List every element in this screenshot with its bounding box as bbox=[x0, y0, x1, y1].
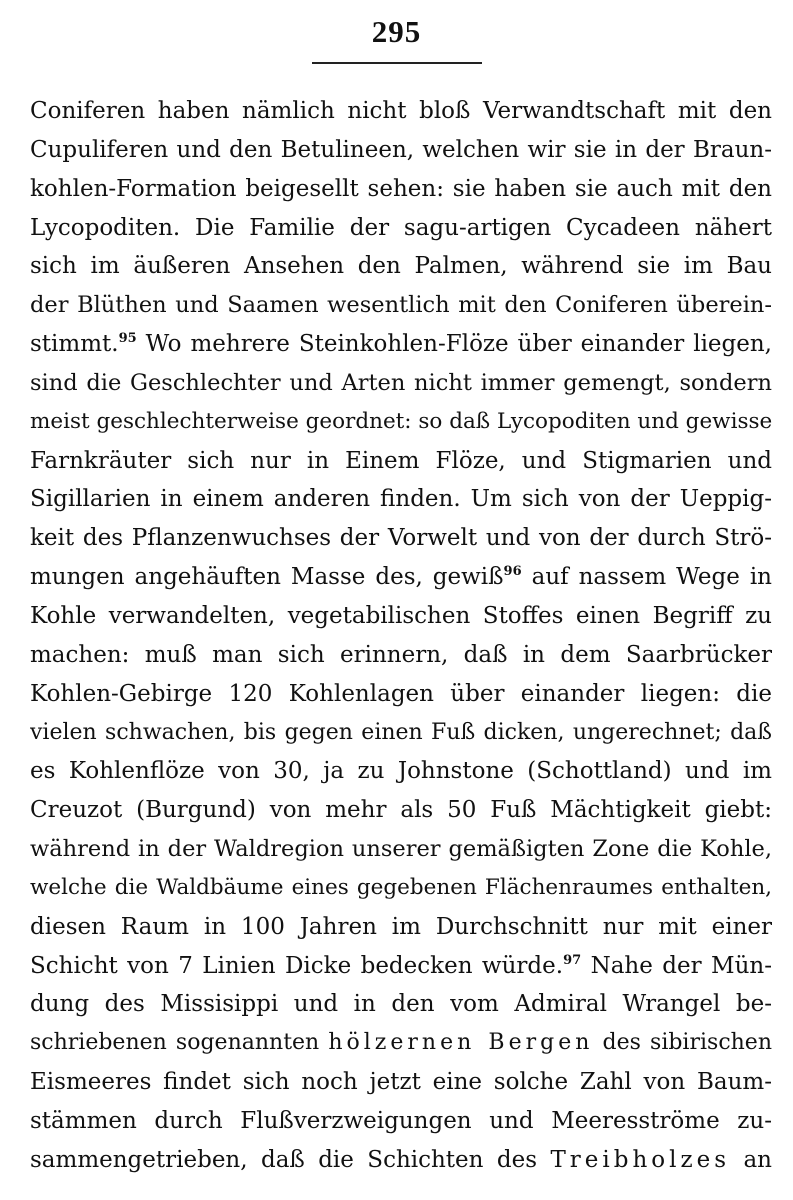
text-segment: während in der Waldregion unserer gemäßigten Zone die Kohle, bbox=[30, 836, 772, 863]
text-line bbox=[30, 636, 772, 675]
text-segment: Wo mehrere Steinkohlen-Flöze über einander liegen, bbox=[136, 331, 772, 358]
text-line bbox=[30, 752, 772, 791]
text-segment: Cupuliferen und den Betulineen, welchen wir sie in der Braun- bbox=[30, 136, 772, 163]
text-line bbox=[30, 480, 772, 519]
text-line bbox=[30, 325, 772, 364]
text-line bbox=[30, 791, 772, 830]
text-segment: stimmt. bbox=[30, 331, 119, 358]
text-segment: machen: muß man sich erinnern, daß in dem Saarbrücker bbox=[30, 641, 772, 668]
text-segment: Lycopoditen. Die Familie der sagu-artigen Cycadeen nähert bbox=[30, 214, 772, 241]
text-segment: keit des Pflanzenwuchses der Vorwelt und von der durch Strö- bbox=[30, 525, 772, 552]
text-segment: kohlen-Formation beigesellt sehen: sie haben sie auch mit den bbox=[30, 175, 772, 202]
text-segment: schriebenen sogenannten bbox=[30, 1030, 329, 1056]
text-line bbox=[30, 364, 772, 403]
text-segment: es Kohlenflöze von 30, ja zu Johnstone (Schottland) und im bbox=[30, 758, 772, 785]
text-segment: stämmen durch Flußverzweigungen und Meeresströme zu- bbox=[30, 1107, 772, 1134]
text-line bbox=[30, 131, 772, 170]
footnote-marker: 95 bbox=[118, 331, 137, 347]
text-line bbox=[30, 714, 772, 753]
text-segment: Kohle verwandelten, vegetabilischen Stoffes einen Begriff zu bbox=[30, 602, 772, 629]
text-line bbox=[30, 519, 772, 558]
emphasized-text: Treibholzes bbox=[550, 1146, 731, 1173]
text-segment: Nahe der Mün- bbox=[581, 952, 772, 979]
header-rule bbox=[312, 62, 482, 64]
text-line bbox=[30, 597, 772, 636]
text-line bbox=[30, 1063, 772, 1102]
text-segment: Creuzot (Burgund) von mehr als 50 Fuß Mächtigkeit giebt: bbox=[30, 797, 772, 824]
text-line bbox=[30, 170, 772, 209]
body-text bbox=[30, 92, 772, 1180]
text-segment: der Blüthen und Saamen wesentlich mit den Coniferen überein- bbox=[30, 292, 772, 319]
text-line bbox=[30, 403, 772, 442]
text-segment: sammengetrieben, daß die Schichten des bbox=[30, 1146, 551, 1173]
text-line bbox=[30, 830, 772, 869]
text-segment: welche die Waldbäume eines gegebenen Flächenraumes enthalten, bbox=[30, 874, 772, 900]
text-segment: dung des Missisippi und in den vom Admiral Wrangel be- bbox=[30, 991, 772, 1018]
text-line bbox=[30, 558, 772, 597]
text-segment: Farnkräuter sich nur in Einem Flöze, und Stigmarien und bbox=[30, 447, 772, 474]
text-segment: sind die Geschlechter und Arten nicht immer gemengt, sondern bbox=[30, 369, 772, 396]
text-segment: Kohlen-Gebirge 120 Kohlenlagen über einander liegen: die bbox=[30, 680, 772, 707]
text-line bbox=[30, 209, 772, 248]
text-segment: diesen Raum in 100 Jahren im Durchschnitt nur mit einer bbox=[30, 913, 772, 940]
text-line bbox=[30, 947, 772, 986]
text-segment: des sibirischen bbox=[593, 1030, 772, 1056]
text-segment: sich im äußeren Ansehen den Palmen, während sie im Bau bbox=[30, 253, 772, 280]
text-line bbox=[30, 1141, 772, 1180]
text-segment: Sigillarien in einem anderen finden. Um sich von der Ueppig- bbox=[30, 486, 772, 513]
text-line bbox=[30, 442, 772, 481]
text-segment: meist geschlechterweise geordnet: so daß Lycopoditen und gewisse bbox=[30, 408, 772, 434]
text-line bbox=[30, 1102, 772, 1141]
text-line bbox=[30, 92, 772, 131]
text-segment: an bbox=[730, 1146, 772, 1173]
text-segment: auf nassem Wege in bbox=[521, 564, 772, 591]
text-line bbox=[30, 1024, 772, 1063]
text-line bbox=[30, 247, 772, 286]
footnote-marker: 97 bbox=[563, 952, 582, 968]
text-segment: Eismeeres findet sich noch jetzt eine solche Zahl von Baum- bbox=[30, 1069, 772, 1096]
text-segment: Schicht von 7 Linien Dicke bedecken würde. bbox=[30, 952, 564, 979]
text-segment: mungen angehäuften Masse des, gewiß bbox=[30, 564, 504, 591]
text-line bbox=[30, 985, 772, 1024]
text-line bbox=[30, 908, 772, 947]
page-number: 295 bbox=[371, 14, 422, 49]
text-segment: Coniferen haben nämlich nicht bloß Verwandtschaft mit den bbox=[30, 98, 772, 124]
text-segment: vielen schwachen, bis gegen einen Fuß dicken, ungerechnet; daß bbox=[30, 719, 772, 745]
emphasized-text: hölzernen Bergen bbox=[328, 1030, 594, 1056]
footnote-marker: 96 bbox=[503, 564, 522, 580]
text-line bbox=[30, 869, 772, 908]
text-line bbox=[30, 675, 772, 714]
text-line bbox=[30, 286, 772, 325]
